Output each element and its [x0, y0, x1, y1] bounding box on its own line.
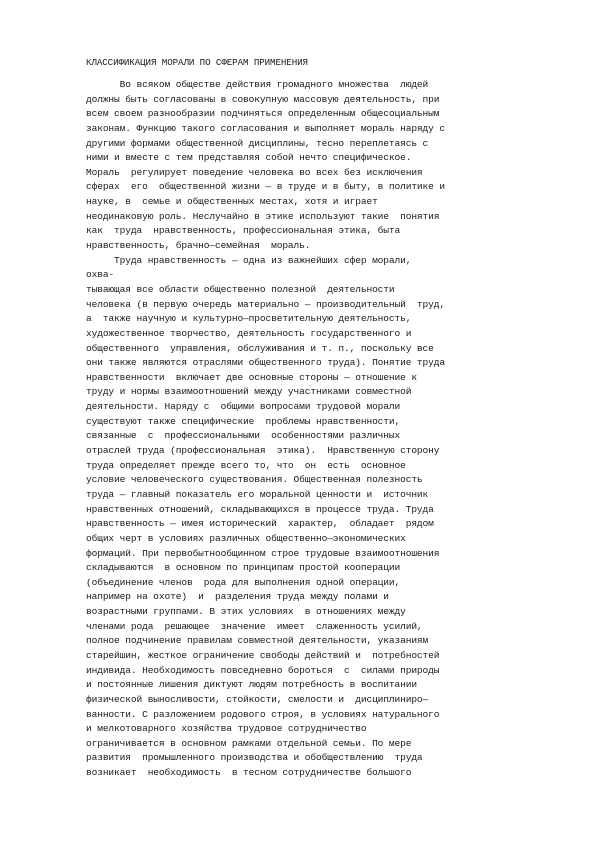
text-line: охва-	[86, 269, 115, 281]
text-line: сферах его общественной жизни — в труде и в быту, в политике и	[86, 181, 445, 193]
text-line: Мораль регулирует поведение человека во всех без исключения	[86, 166, 423, 178]
text-line: физической выносливости, стойкости, смелости и дисциплиниро—	[86, 693, 429, 705]
text-line: другими формами общественной дисциплины, тесно переплетаясь с	[86, 137, 429, 149]
text-line: членами рода решающее значение имеет слаженность усилий,	[86, 620, 423, 632]
text-line: деятельности. Наряду с общими вопросами трудовой морали	[86, 401, 401, 413]
text-line: общих черт в условиях различных общественно—экономических	[86, 532, 406, 544]
text-line: возрастными группами. В этих условиях в отношениях между	[86, 606, 406, 618]
text-line: должны быть согласованы в совокупную массовую деятельность, при	[86, 93, 440, 105]
text-line: общественного управления, обслуживания и т. п., поскольку все	[86, 342, 434, 354]
text-line: формаций. При первобытнообщинном строе трудовые взаимоотношения	[86, 547, 440, 559]
text-line: условие человеческого существования. Общественная полезность	[86, 474, 423, 486]
text-line: ванности. С разложением родового строя, в условиях натурального	[86, 708, 440, 720]
text-line: ними и вместе с тем представляя собой нечто специфическое.	[86, 152, 412, 164]
text-line: индивида. Необходимость повседневно бороться с силами природы	[86, 664, 440, 676]
document-body	[86, 78, 595, 781]
text-line: труду и нормы взаимоотношений между участниками совместной	[86, 386, 412, 398]
text-line: нравственности включает две основные стороны — отношение к	[86, 371, 417, 383]
text-line: существуют также специфические проблемы нравственности,	[86, 415, 401, 427]
text-line: тывающая все области общественно полезной деятельности	[86, 283, 395, 295]
text-line: художественное творчество, деятельность государственного и	[86, 327, 412, 339]
text-line: отраслей труда (профессиональная этика). Нравственную сторону	[86, 445, 440, 457]
text-line: ограничивается в основном рамками отдельной семьи. По мере	[86, 737, 412, 749]
text-line: возникает необходимость в тесном сотрудничестве большого	[86, 767, 412, 779]
text-line: неодинаковую роль. Неслучайно в этике используют такие понятия	[86, 210, 440, 222]
text-line: складываются в основном по принципам простой кооперации	[86, 562, 401, 574]
text-line: полное подчинение правилам совместной деятельности, указаниям	[86, 635, 429, 647]
text-line: нравственность — имея исторический характер, обладает рядом	[86, 518, 434, 530]
text-line: всем своем разнообразии подчиняться определенным общесоциальным	[86, 108, 440, 120]
text-line: развития промышленного производства и обобществлению труда	[86, 752, 423, 764]
text-line: а также научную и культурно—просветительную деятельность,	[86, 313, 412, 325]
text-line: нравственность, брачно—семейная мораль.	[86, 240, 311, 252]
text-line: труда — главный показатель его моральной ценности и источник	[86, 488, 429, 500]
text-line: и мелкотоварного хозяйства трудовое сотрудничество	[86, 723, 367, 735]
text-line: они также являются отраслями общественного труда). Понятие труда	[86, 357, 445, 369]
document-title: КЛАССИФИКАЦИЯ МОРАЛИ ПО СФЕРАМ ПРИМЕНЕНИЯ	[86, 57, 308, 68]
text-line: например на охоте) и разделения труда между полами и	[86, 591, 389, 603]
text-line: науке, в семье и общественных местах, хотя и играет	[86, 196, 378, 208]
text-line: как труда нравственность, профессиональная этика, быта	[86, 225, 401, 237]
text-line: связанные с профессиональными особенностями различных	[86, 430, 401, 442]
text-line: труда определяет прежде всего то, что он есть основное	[86, 459, 406, 471]
text-line: законам. Функцию такого согласования и выполняет мораль наряду с	[86, 122, 445, 134]
text-line: (объединение членов рода для выполнения одной операции,	[86, 576, 401, 588]
text-line: Во всяком обществе действия громадного множества людей	[86, 79, 429, 90]
text-line: человека (в первую очередь материально — производительный труд,	[86, 298, 445, 310]
text-line: Труда нравственность — одна из важнейших сфер морали,	[86, 254, 412, 266]
text-line: старейшин, жесткое ограничение свободы действий и потребностей	[86, 649, 440, 661]
text-line: и постоянные лишения диктуют людям потребность в воспитании	[86, 679, 417, 691]
text-line: нравственных отношений, складывающихся в процессе труда. Труда	[86, 503, 434, 515]
